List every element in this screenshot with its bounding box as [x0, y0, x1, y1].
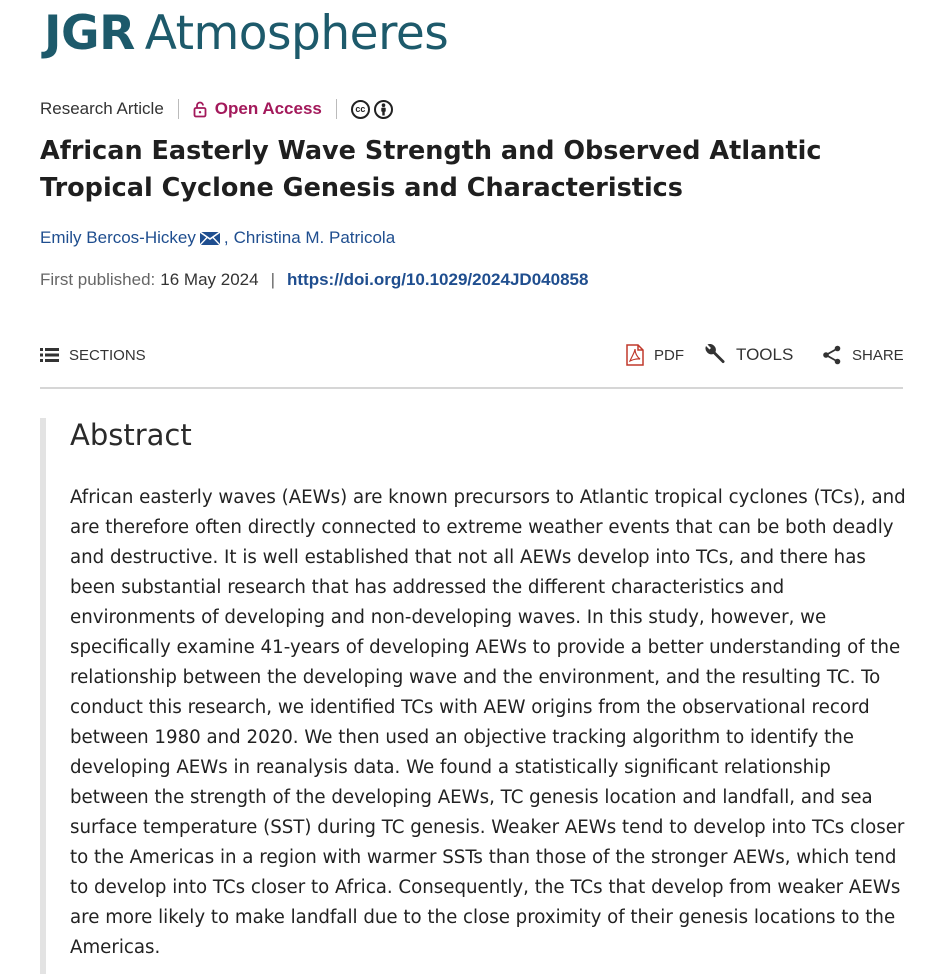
- license-icons[interactable]: [351, 100, 393, 119]
- article-type: Research Article: [40, 99, 164, 118]
- doi-link[interactable]: https://doi.org/10.1029/2024JD040858: [287, 270, 589, 289]
- author-link[interactable]: Emily Bercos-Hickey: [40, 228, 196, 247]
- first-published-label: First published:: [40, 270, 156, 289]
- author-link[interactable]: Christina M. Patricola: [233, 228, 396, 247]
- open-access-label: Open Access: [214, 99, 322, 118]
- journal-name-abbrev: JGR: [44, 6, 135, 61]
- article-title: African Easterly Wave Strength and Observed Atlantic Tropical Cyclone Genesis and Characteristics: [40, 136, 822, 203]
- share-icon: [822, 345, 842, 365]
- journal-logo[interactable]: [44, 6, 448, 61]
- pdf-icon: [626, 344, 644, 366]
- article-meta-row: [40, 96, 393, 122]
- abstract-accent-bar: [40, 418, 46, 974]
- first-published-date: 16 May 2024: [160, 270, 259, 289]
- pdf-label: PDF: [654, 346, 684, 364]
- tools-button[interactable]: [704, 340, 793, 370]
- sections-label: SECTIONS: [69, 346, 146, 364]
- meta-divider: [178, 99, 179, 119]
- list-icon: [40, 348, 59, 362]
- open-lock-icon: [193, 101, 207, 118]
- author-separator: ,: [223, 228, 229, 247]
- publication-info: [40, 270, 588, 290]
- article-toolbar: [40, 340, 903, 370]
- wrench-icon: [704, 344, 726, 366]
- author-list: [40, 228, 395, 248]
- abstract-heading: Abstract: [70, 418, 192, 452]
- tools-label: TOOLS: [736, 345, 794, 364]
- share-button[interactable]: [822, 340, 904, 370]
- abstract-text: African easterly waves (AEWs) are known precursors to Atlantic tropical cyclones (TCs), and are therefore often directly connected to extreme weather events that can be both deadly and destructive. It is well established that not all AEWs develop into TCs, and there has been substantial research that has addressed the different characteristics and environments of developing and non-developing waves. In this study, however, we specifically examine 41-years of developing AEWs to provide a better understanding of the relationship between the developing wave and the environment, and the resulting TC. To conduct this research, we identified TCs with AEW origins from the observational record between 1980 and 2020. We then used an objective tracking algorithm to identify the developing AEWs in reanalysis data. We found a statistically significant relationship between the strength of the developing AEWs, TC genesis location and landfall, and sea surface temperature (SST) during TC genesis. Weaker AEWs tend to develop into TCs closer to the Americas in a region with warmer SSTs than those of the stronger AEWs, which tend to develop into TCs closer to Africa. Consequently, the TCs that develop from weaker AEWs are more likely to make landfall due to the close proximity of their genesis locations to the Americas.: [70, 487, 906, 958]
- envelope-icon[interactable]: [199, 231, 221, 246]
- share-label: SHARE: [852, 346, 904, 364]
- attribution-icon[interactable]: [374, 100, 393, 119]
- pubinfo-separator: |: [270, 270, 275, 289]
- sections-button[interactable]: [40, 340, 146, 370]
- journal-name-section: Atmospheres: [144, 6, 449, 61]
- creative-commons-icon[interactable]: cc: [351, 100, 370, 119]
- meta-divider: [336, 99, 337, 119]
- open-access-badge: [193, 99, 322, 119]
- toolbar-divider: [40, 387, 903, 389]
- pdf-button[interactable]: [626, 340, 684, 370]
